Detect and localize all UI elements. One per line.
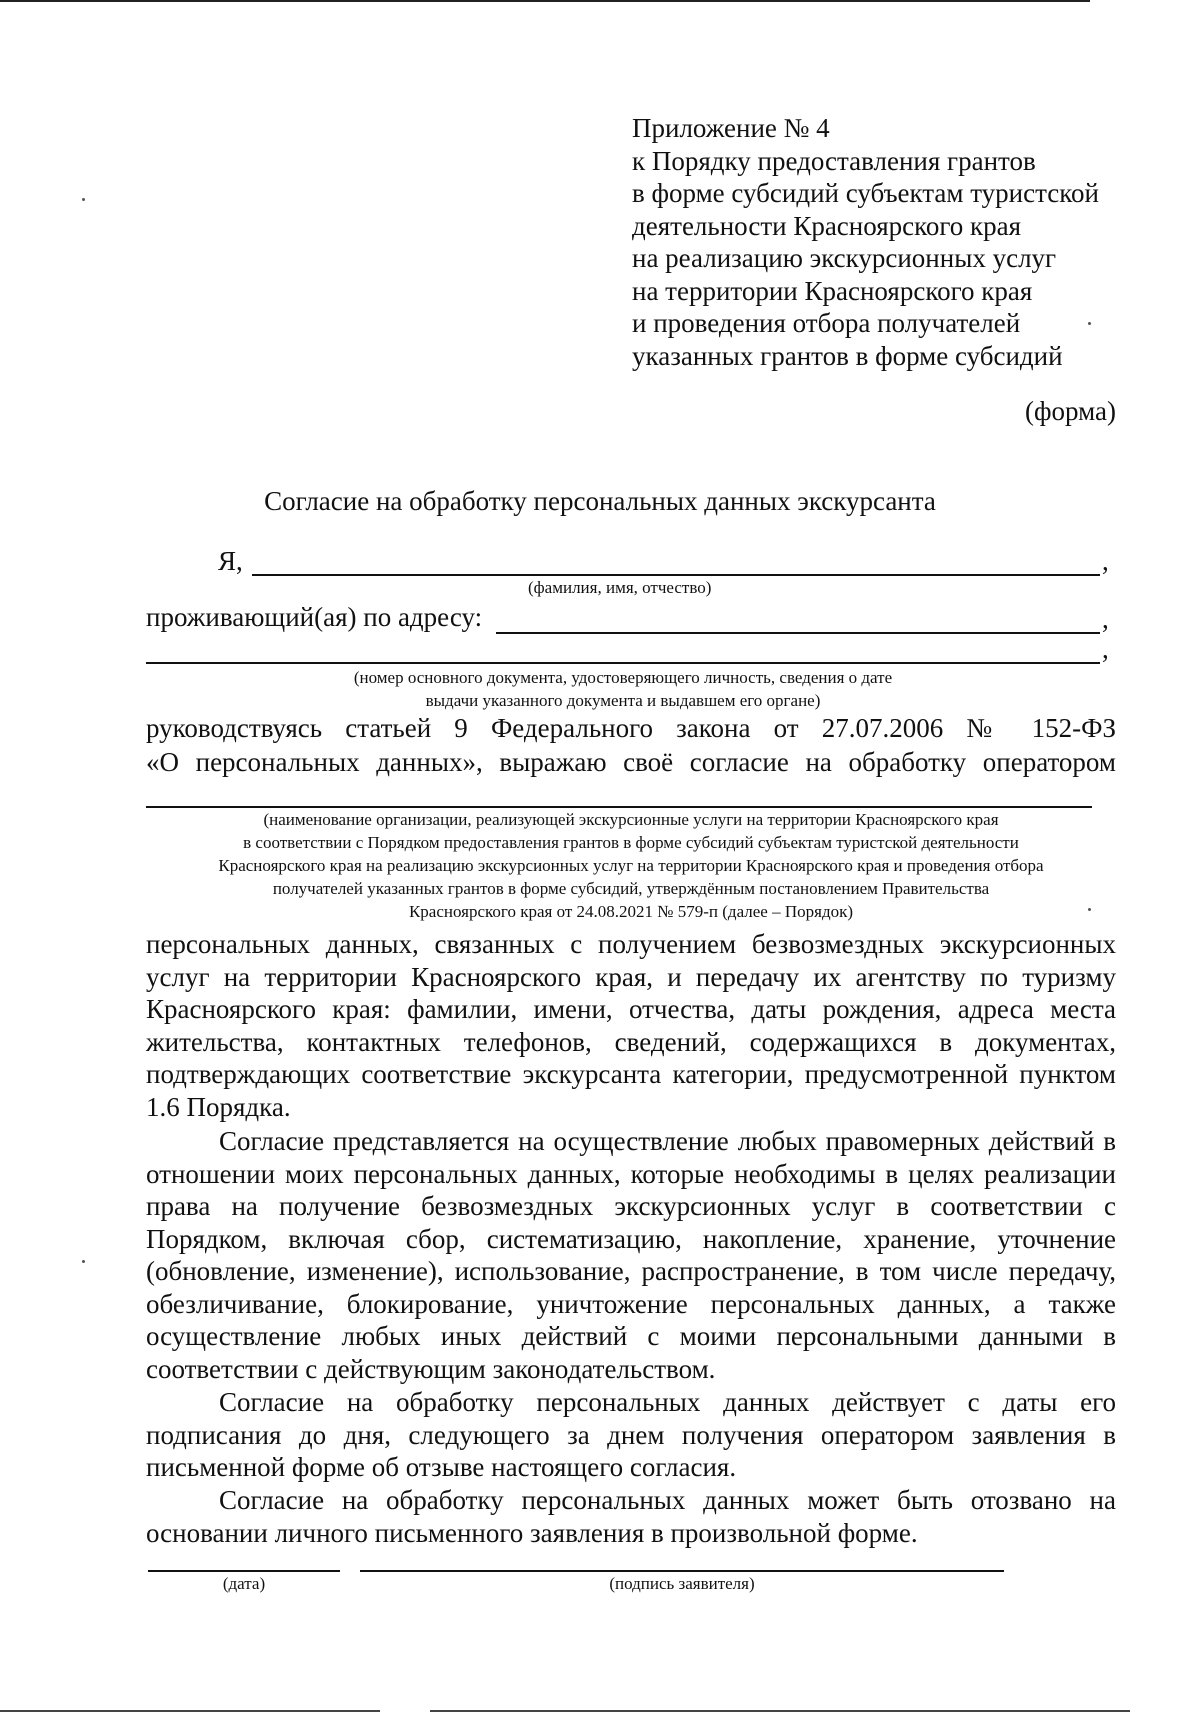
operator-caption: [146, 808, 1116, 923]
caption-line: в соответствии с Порядком предоставления грантов в форме субсидий субъектам туристской деятельности: [243, 833, 1019, 852]
scan-speck: [82, 1260, 85, 1263]
appendix-line: и проведения отбора получателей: [632, 308, 1021, 338]
address-field-line[interactable]: [496, 632, 1100, 634]
scan-bottom-edge: [430, 1710, 1130, 1712]
scan-bottom-edge: [0, 1710, 380, 1712]
appendix-line: указанных грантов в форме субсидий: [632, 340, 1063, 371]
address-comma: ,: [1102, 604, 1109, 634]
form-label: (форма): [1025, 396, 1116, 426]
scan-speck: [82, 198, 85, 201]
document-comma: ,: [1102, 634, 1109, 664]
caption-line: (номер основного документа, удостоверяющего личность, сведения о дате: [353, 668, 893, 687]
consent-line: «О персональных данных», выражаю своё согласие на обработку оператором: [146, 747, 1116, 777]
document-title: Согласие на обработку персональных данных экскурсанта: [264, 486, 936, 516]
caption-line: получателей указанных грантов в форме субсидий, утверждённым постановлением Правительства: [272, 879, 990, 898]
name-comma: ,: [1102, 546, 1109, 576]
address-label: проживающий(ая) по адресу:: [146, 602, 483, 632]
appendix-line: к Порядку предоставления грантов: [632, 145, 1036, 176]
appendix-header: [632, 112, 1099, 372]
paragraph-revocation: Согласие на обработку персональных данных может быть отозвано на основании личного письменного заявления в произвольной форме.: [146, 1485, 1116, 1548]
appendix-line: деятельности Красноярского края: [632, 210, 1022, 241]
paragraph-validity: Согласие на обработку персональных данных действует с даты его подписания до дня, следующего за днем получения оператором заявления в письменной форме об отзыве настоящего согласия.: [146, 1387, 1116, 1482]
caption-line: (наименование организации, реализующей экскурсионные услуги на территории Красноярского края: [263, 810, 999, 829]
name-field-line[interactable]: [252, 574, 1100, 576]
appendix-line: Приложение № 4: [632, 113, 830, 143]
paragraph-actions: Согласие представляется на осуществление любых правомерных действий в отношении моих персональных данных, которые необходимы в целях реализации права на получение безвозмездных экскурсионных услуг в соответствии с Порядком, включая сбор, систематизацию, накопление, хранение, уточнение (обновление, изменение), использование, распространение, в том числе передачу, обезличивание, блокирование, уничтожение персональных данных, а также осуществление любых иных действий с моими персональными данными в соответствии с действующим законодательством.: [146, 1126, 1116, 1384]
signature-field-line[interactable]: [360, 1570, 1004, 1572]
document-caption: [146, 666, 1100, 712]
date-field-line[interactable]: [148, 1570, 340, 1572]
caption-line: Красноярского края от 24.08.2021 № 579-п (далее – Порядок): [408, 902, 854, 921]
name-caption: (фамилия, имя, отчество): [528, 578, 712, 597]
appendix-line: на территории Красноярского края: [632, 275, 1033, 306]
caption-line: выдачи указанного документа и выдавшем его органе): [425, 691, 821, 710]
consent-line: руководствуясь статьей 9 Федерального закона от 27.07.2006 № 152-ФЗ: [146, 713, 1116, 743]
caption-line: Красноярского края на реализацию экскурсионных услуг на территории Красноярского края и проведения отбора: [218, 856, 1044, 875]
date-caption: (дата): [222, 1574, 266, 1593]
document-field-line[interactable]: [146, 662, 1100, 664]
appendix-line: на реализацию экскурсионных услуг: [632, 243, 1057, 273]
scan-top-edge: [0, 0, 1090, 2]
name-prefix: Я,: [218, 546, 243, 576]
paragraph-data-list: персональных данных, связанных с получением безвозмездных экскурсионных услуг на территории Красноярского края, и передачу их агентству по туризму Красноярского края: фамилии, имени, отчества, даты рождения, адреса места жительства, контактных телефонов, сведений, содержащихся в документах, подтверждающих соответствие экскурсанта категории, предусмотренной пунктом 1.6 Порядка.: [146, 929, 1116, 1122]
appendix-line: в форме субсидий субъектам туристской: [632, 178, 1099, 208]
signature-caption: (подпись заявителя): [609, 1574, 755, 1593]
